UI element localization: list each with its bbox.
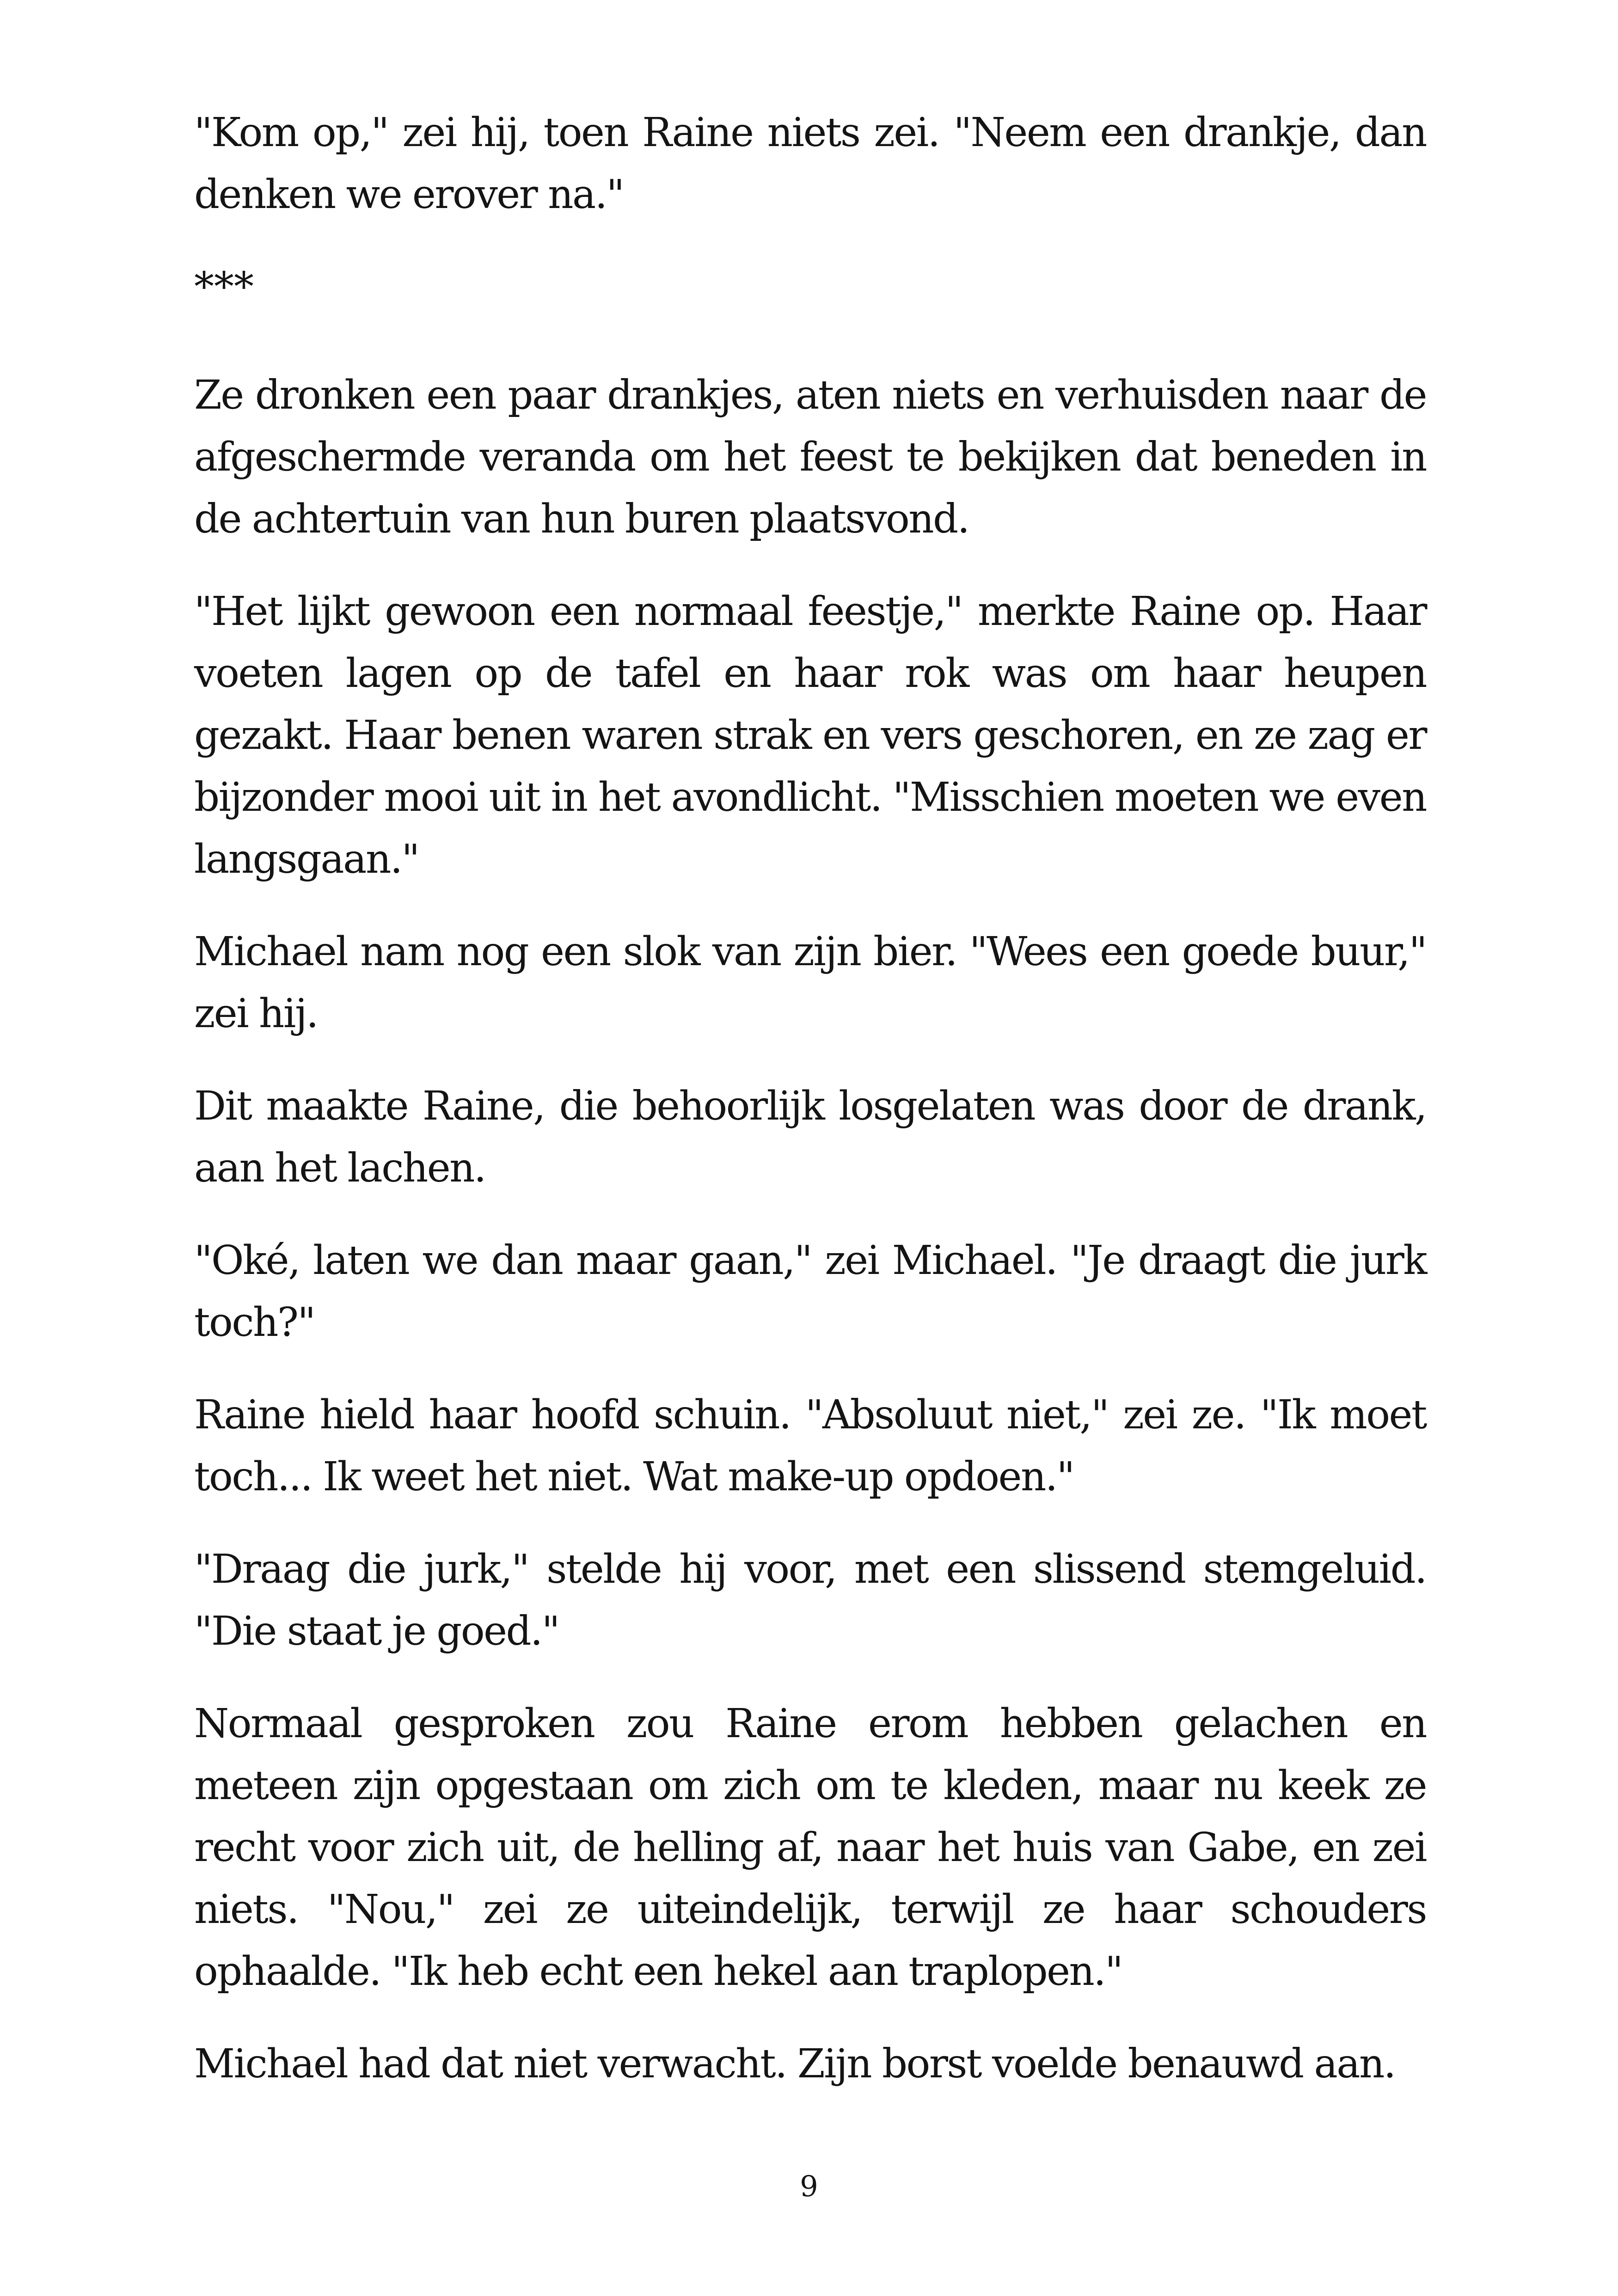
- paragraph: "Het lijkt gewoon een normaal feestje," merkte Raine op. Haar voeten lagen op de tafel en haar rok was om haar heupen gezakt. Haar benen waren strak en vers geschoren, en ze zag er bijzonder mooi uit in het avondlicht. "Misschien moeten we even langsgaan.": [194, 588, 1426, 882]
- paragraph: "Draag die jurk," stelde hij voor, met een slissend stemgeluid. "Die staat je goed.": [194, 1546, 1426, 1654]
- paragraph: Ze dronken een paar drankjes, aten niets en verhuisden naar de afgeschermde veranda om het feest te bekijken dat beneden in de achtertuin van hun buren plaatsvond.: [194, 372, 1426, 542]
- body-text: [194, 102, 1426, 2125]
- scene-break: ***: [194, 264, 254, 310]
- paragraph: Michael had dat niet verwacht. Zijn borst voelde benauwd aan.: [194, 2041, 1395, 2087]
- paragraph: Michael nam nog een slok van zijn bier. "Wees een goede buur," zei hij.: [194, 929, 1426, 1037]
- paragraph: Normaal gesproken zou Raine erom hebben gelachen en meteen zijn opgestaan om zich om te kleden, maar nu keek ze recht voor zich uit, de helling af, naar het huis van Gabe, en zei niets. "Nou," zei ze uiteindelijk, terwijl ze haar schouders ophaalde. "Ik heb echt een hekel aan traplopen.": [194, 1701, 1426, 1995]
- paragraph: Raine hield haar hoofd schuin. "Absoluut niet," zei ze. "Ik moet toch... Ik weet het niet. Wat make-up opdoen.": [194, 1392, 1426, 1500]
- page-number: 9: [800, 2169, 818, 2203]
- paragraph: "Oké, laten we dan maar gaan," zei Michael. "Je draagt die jurk toch?": [194, 1237, 1426, 1346]
- paragraph: "Kom op," zei hij, toen Raine niets zei. "Neem een drankje, dan denken we erover na.": [194, 110, 1426, 218]
- paragraph: Dit maakte Raine, die behoorlijk losgelaten was door de drank, aan het lachen.: [194, 1083, 1426, 1191]
